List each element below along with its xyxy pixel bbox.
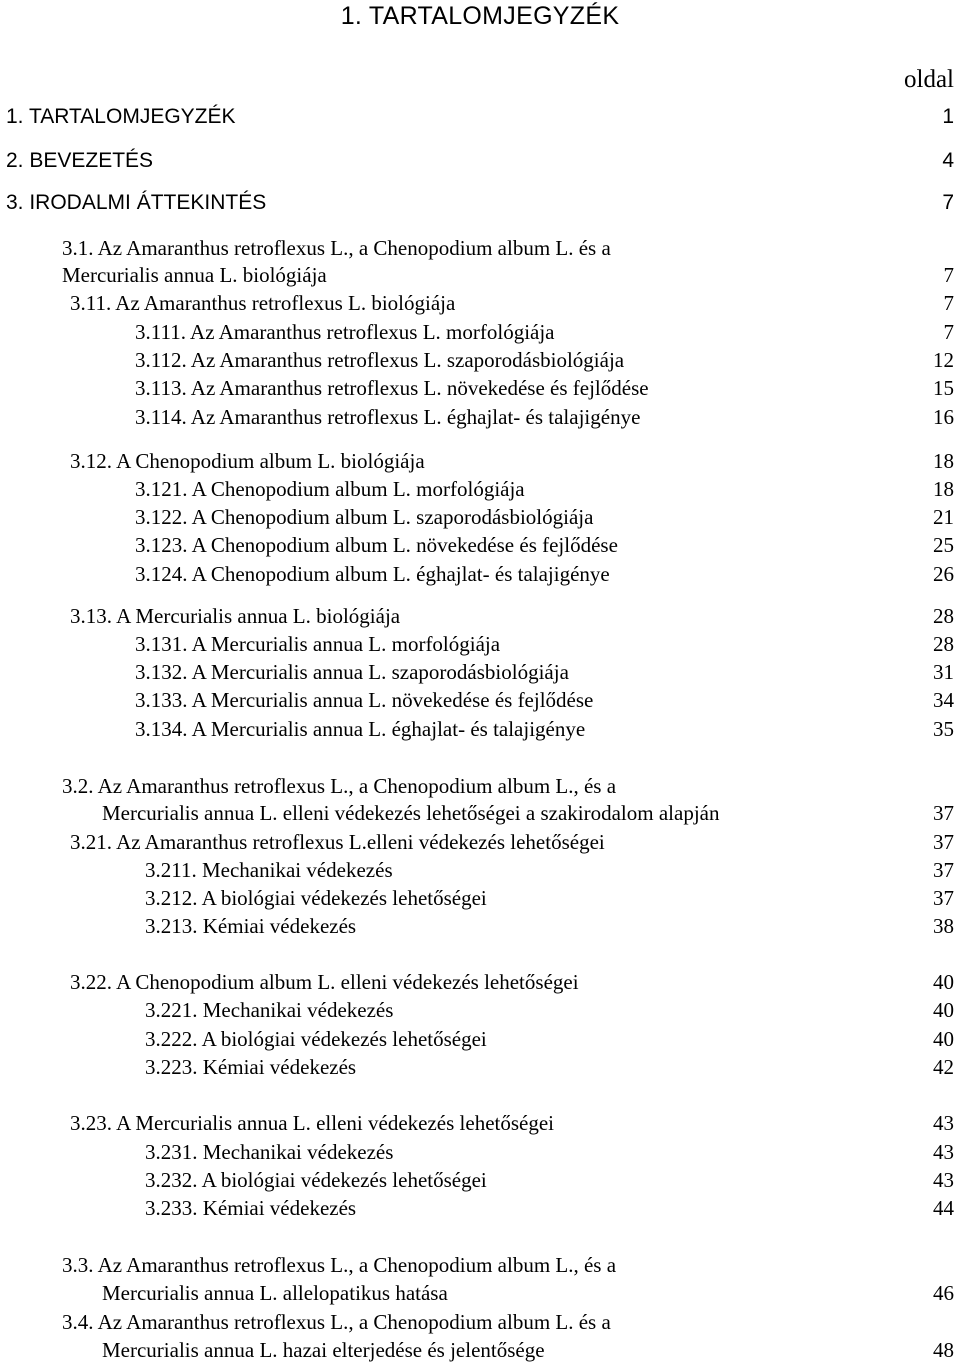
toc-entry-page-number: 48 xyxy=(933,1338,954,1362)
toc-entry-title: Mercurialis annua L. elleni védekezés lehetőségei a szakirodalom alapján xyxy=(102,801,720,825)
toc-entry xyxy=(102,799,954,827)
toc-entry-title: 3.211. Mechanikai védekezés xyxy=(145,858,393,882)
toc-entry xyxy=(62,772,954,800)
toc-entry-title: 3.123. A Chenopodium album L. növekedése és fejlődése xyxy=(135,533,618,557)
toc-entry-page-number: 28 xyxy=(933,604,954,628)
toc-entry-title: 3.134. A Mercurialis annua L. éghajlat- és talajigénye xyxy=(135,717,586,741)
toc-entry-page-number: 26 xyxy=(933,562,954,586)
toc-entry-page-number: 28 xyxy=(933,632,954,656)
toc-entry-title: 3.133. A Mercurialis annua L. növekedése és fejlődése xyxy=(135,688,594,712)
toc-entry-title: 3.12. A Chenopodium album L. biológiája xyxy=(70,449,425,473)
toc-entry-title: 3.11. Az Amaranthus retroflexus L. biológiája xyxy=(70,291,456,315)
toc-entry-title: 3.221. Mechanikai védekezés xyxy=(145,998,394,1022)
toc-entry-page-number: 12 xyxy=(933,348,954,372)
toc-entry-page-number: 43 xyxy=(933,1168,954,1192)
toc-entry-page-number: 38 xyxy=(933,914,954,938)
toc-entry xyxy=(135,346,954,374)
toc-entry-title: 3.113. Az Amaranthus retroflexus L. növekedése és fejlődése xyxy=(135,376,649,400)
toc-entry-page-number: 15 xyxy=(933,376,954,400)
toc-entry-title: 3.3. Az Amaranthus retroflexus L., a Chenopodium album L., és a xyxy=(62,1253,617,1277)
toc-entry xyxy=(135,630,954,658)
toc-entry-page-number: 37 xyxy=(933,830,954,854)
toc-entry-title: Mercurialis annua L. hazai elterjedése és jelentősége xyxy=(102,1338,545,1362)
toc-entry-title: 3.121. A Chenopodium album L. morfológiája xyxy=(135,477,525,501)
toc-entry xyxy=(135,403,954,431)
toc-entry-page-number: 18 xyxy=(933,477,954,501)
toc-entry-page-number: 25 xyxy=(933,533,954,557)
toc-entry xyxy=(145,884,954,912)
page-title: 1. TARTALOMJEGYZÉK xyxy=(340,2,620,30)
toc-entry xyxy=(70,1109,954,1137)
toc-entry xyxy=(135,686,954,714)
toc-entry xyxy=(145,996,954,1024)
toc-entry xyxy=(135,658,954,686)
toc-entry-page-number: 43 xyxy=(933,1111,954,1135)
toc-entry-title: 3.21. Az Amaranthus retroflexus L.elleni védekezés lehetőségei xyxy=(70,830,605,854)
toc-entry-page-number: 7 xyxy=(943,263,954,287)
toc-entry xyxy=(135,318,954,346)
toc-entry-title: Mercurialis annua L. allelopatikus hatása xyxy=(102,1281,448,1305)
toc-entry xyxy=(62,234,954,262)
toc-entry-title: 3.23. A Mercurialis annua L. elleni védekezés lehetőségei xyxy=(70,1111,554,1135)
toc-entry xyxy=(145,1166,954,1194)
toc-entry-title: 3.131. A Mercurialis annua L. morfológiája xyxy=(135,632,501,656)
toc-entry-title: 3.124. A Chenopodium album L. éghajlat- és talajigénye xyxy=(135,562,610,586)
toc-entry-page-number: 40 xyxy=(933,998,954,1022)
toc-entry xyxy=(6,147,954,175)
toc-entry-page-number: 37 xyxy=(933,886,954,910)
toc-entry-page-number: 16 xyxy=(933,405,954,429)
toc-entry-title: 3.132. A Mercurialis annua L. szaporodásbiológiája xyxy=(135,660,569,684)
toc-entry-title: 3.222. A biológiai védekezés lehetőségei xyxy=(145,1027,487,1051)
toc-entry xyxy=(145,856,954,884)
toc-entry-title: 2. BEVEZETÉS xyxy=(6,149,154,172)
toc-entry-title: 3. IRODALMI ÁTTEKINTÉS xyxy=(6,191,267,214)
toc-entry xyxy=(145,1194,954,1222)
toc-entry xyxy=(135,715,954,743)
toc-entry-page-number: 7 xyxy=(943,320,954,344)
toc-entry xyxy=(145,1025,954,1053)
toc-entry-title: 3.122. A Chenopodium album L. szaporodásbiológiája xyxy=(135,505,594,529)
toc-entry-title: 3.2. Az Amaranthus retroflexus L., a Chenopodium album L., és a xyxy=(62,774,617,798)
toc-entry-page-number: 7 xyxy=(942,191,954,214)
toc-entry xyxy=(102,1279,954,1307)
toc-entry-title: 1. TARTALOMJEGYZÉK xyxy=(6,105,236,128)
toc-entry xyxy=(6,103,954,131)
toc-entry xyxy=(135,531,954,559)
toc-entry-page-number: 34 xyxy=(933,688,954,712)
toc-entry-title: 3.212. A biológiai védekezés lehetőségei xyxy=(145,886,487,910)
toc-entry-title: 3.1. Az Amaranthus retroflexus L., a Chenopodium album L. és a xyxy=(62,236,611,260)
toc-entry-page-number: 40 xyxy=(933,1027,954,1051)
toc-entry-title: 3.4. Az Amaranthus retroflexus L., a Chenopodium album L. és a xyxy=(62,1310,611,1334)
toc-entry-title: 3.233. Kémiai védekezés xyxy=(145,1196,357,1220)
toc-entry-page-number: 4 xyxy=(942,149,954,172)
toc-entry-page-number: 42 xyxy=(933,1055,954,1079)
toc-entry xyxy=(62,1308,954,1336)
toc-entry-title: 3.22. A Chenopodium album L. elleni védekezés lehetőségei xyxy=(70,970,579,994)
toc-entry xyxy=(62,1251,954,1279)
toc-entry-page-number: 31 xyxy=(933,660,954,684)
toc-entry xyxy=(62,261,954,289)
toc-entry xyxy=(70,968,954,996)
toc-entry-title: Mercurialis annua L. biológiája xyxy=(62,263,327,287)
toc-entry-page-number: 46 xyxy=(933,1281,954,1305)
toc-entry xyxy=(145,912,954,940)
toc-entry xyxy=(135,475,954,503)
toc-entry-title: 3.213. Kémiai védekezés xyxy=(145,914,357,938)
toc-entry-title: 3.112. Az Amaranthus retroflexus L. szaporodásbiológiája xyxy=(135,348,625,372)
toc-entry-page-number: 37 xyxy=(933,858,954,882)
toc-entry-title: 3.231. Mechanikai védekezés xyxy=(145,1140,394,1164)
toc-entry xyxy=(145,1138,954,1166)
toc-entry-page-number: 35 xyxy=(933,717,954,741)
toc-entry xyxy=(70,447,954,475)
toc-entry-page-number: 43 xyxy=(933,1140,954,1164)
page-column-header: oldal xyxy=(904,66,954,93)
toc-entry-page-number: 21 xyxy=(933,505,954,529)
toc-entry xyxy=(6,189,954,217)
toc-entry xyxy=(135,560,954,588)
toc-entry xyxy=(135,503,954,531)
toc-entry-page-number: 18 xyxy=(933,449,954,473)
toc-entry-title: 3.232. A biológiai védekezés lehetőségei xyxy=(145,1168,487,1192)
toc-entry xyxy=(70,828,954,856)
toc-entry-title: 3.223. Kémiai védekezés xyxy=(145,1055,357,1079)
toc-entry-page-number: 7 xyxy=(943,291,954,315)
toc-entry-page-number: 37 xyxy=(933,801,954,825)
toc-entry-title: 3.111. Az Amaranthus retroflexus L. morfológiája xyxy=(135,320,555,344)
toc-entry xyxy=(145,1053,954,1081)
toc-entry xyxy=(102,1336,954,1364)
toc-entry xyxy=(70,289,954,317)
toc-entry-page-number: 44 xyxy=(933,1196,954,1220)
toc-entry xyxy=(135,374,954,402)
toc-entry-page-number: 1 xyxy=(942,105,954,128)
toc-entry xyxy=(70,602,954,630)
toc-entry-title: 3.13. A Mercurialis annua L. biológiája xyxy=(70,604,401,628)
toc-entry-page-number: 40 xyxy=(933,970,954,994)
toc-entry-title: 3.114. Az Amaranthus retroflexus L. éghajlat- és talajigénye xyxy=(135,405,641,429)
